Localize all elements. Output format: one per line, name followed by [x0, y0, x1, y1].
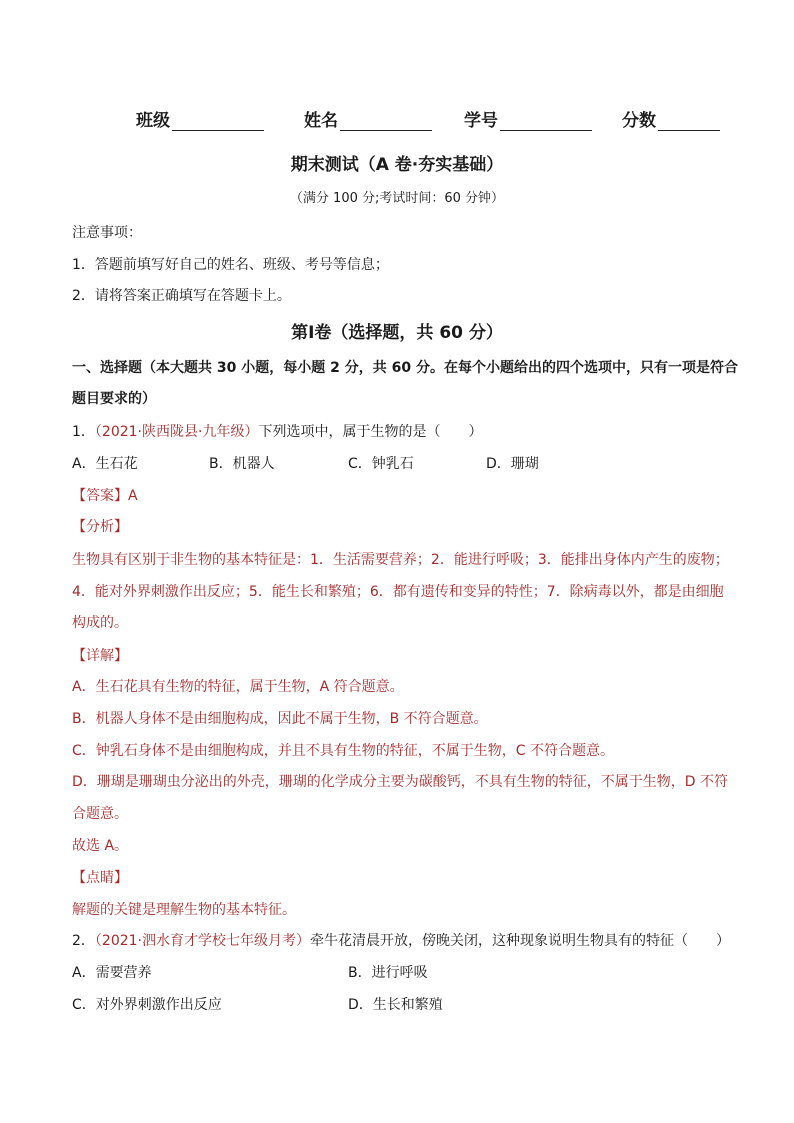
section-title: 第Ⅰ卷（选择题，共 60 分）	[291, 323, 503, 343]
note-item-2: 2．请将答案正确填写在答题卡上。	[72, 288, 291, 304]
question-1-option-a[interactable]: A．生石花	[72, 456, 138, 472]
question-1-tip-label: 【点睛】	[72, 870, 128, 886]
question-1-detail-d-line-1: D．珊瑚是珊瑚虫分泌出的外壳，珊瑚的化学成分主要为碳酸钙，不具有生物的特征，不属于生物，D 不符	[72, 774, 729, 790]
question-1-detail-c: C．钟乳石身体不是由细胞构成，并且不具有生物的特征，不属于生物，C 不符合题意。	[72, 743, 614, 759]
name-label: 姓名	[304, 111, 338, 131]
question-1-answer: 【答案】A	[72, 488, 138, 504]
exam-title: 期末测试（A 卷·夯实基础）	[290, 155, 504, 175]
class-label: 班级	[136, 111, 170, 131]
question-1-option-b[interactable]: B．机器人	[209, 456, 275, 472]
question-1-detail-d-line-2: 合题意。	[72, 806, 128, 822]
instructions-line-2: 题目要求的）	[72, 391, 156, 407]
question-2-option-b[interactable]: B．进行呼吸	[348, 965, 428, 981]
class-field	[136, 106, 264, 131]
question-2-text: 牵牛花清晨开放，傍晚关闭，这种现象说明生物具有的特征（ ）	[310, 933, 731, 949]
student-id-label: 学号	[464, 111, 498, 131]
score-field	[622, 106, 720, 131]
student-id-blank[interactable]	[500, 112, 592, 131]
score-label: 分数	[622, 111, 656, 131]
question-2-option-a[interactable]: A．需要营养	[72, 965, 152, 981]
name-blank[interactable]	[340, 112, 432, 131]
question-1-number: 1．	[72, 424, 95, 440]
score-blank[interactable]	[658, 112, 720, 131]
instructions-line-1: 一、选择题（本大题共 30 小题，每小题 2 分，共 60 分。在每个小题给出的四个选项中，只有一项是符合	[72, 360, 738, 376]
question-2-number: 2．	[72, 933, 95, 949]
question-1-option-c[interactable]: C．钟乳石	[348, 456, 414, 472]
question-1-detail-a: A．生石花具有生物的特征，属于生物，A 符合题意。	[72, 679, 404, 695]
question-1-option-d[interactable]: D．珊瑚	[486, 456, 539, 472]
question-1-source: （2021·陕西陇县·九年级）	[94, 424, 259, 440]
exam-subtitle: （满分 100 分;考试时间：60 分钟）	[289, 191, 505, 206]
class-blank[interactable]	[172, 112, 264, 131]
question-1-detail-b: B．机器人身体不是由细胞构成，因此不属于生物，B 不符合题意。	[72, 711, 488, 727]
question-1-text: 下列选项中，属于生物的是（ ）	[258, 424, 483, 440]
question-1-analysis-label: 【分析】	[72, 519, 128, 535]
student-id-field	[464, 106, 592, 131]
student-info-row	[0, 106, 794, 130]
notes-heading: 注意事项：	[72, 225, 142, 241]
note-item-1: 1．答题前填写好自己的姓名、班级、考号等信息；	[72, 257, 389, 273]
name-field	[304, 106, 432, 131]
question-1-choice: 故选 A。	[72, 838, 129, 854]
question-1-analysis-line-3: 构成的。	[72, 615, 128, 631]
question-2-stem	[72, 930, 730, 950]
question-1-analysis-line-1: 生物具有区别于非生物的基本特征是：1．生活需要营养；2．能进行呼吸；3．能排出身体内产生的废物；	[72, 552, 729, 568]
question-1-stem	[72, 421, 482, 441]
question-2-source: （2021·泗水育才学校七年级月考）	[94, 933, 311, 949]
question-1-detail-label: 【详解】	[72, 648, 128, 664]
question-2-option-d[interactable]: D．生长和繁殖	[348, 997, 443, 1013]
question-1-analysis-line-2: 4．能对外界刺激作出反应；5．能生长和繁殖；6．都有遗传和变异的特性；7．除病毒以外，都是由细胞	[72, 584, 724, 600]
question-1-tip: 解题的关键是理解生物的基本特征。	[72, 902, 296, 918]
question-2-option-c[interactable]: C．对外界刺激作出反应	[72, 997, 222, 1013]
